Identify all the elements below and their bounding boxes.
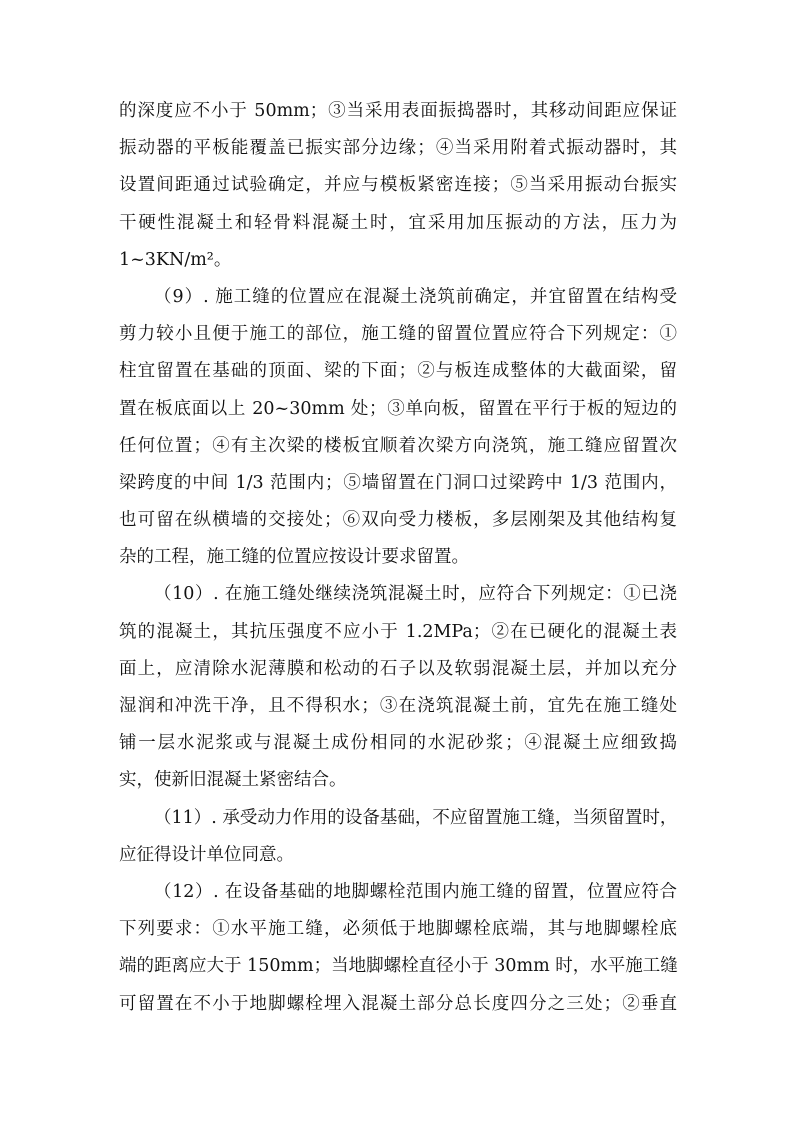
- text-line: 铺一层水泥浆或与混凝土成份相同的水泥砂浆；④混凝土应细致捣: [119, 733, 677, 754]
- text-line: 柱宜留置在基础的顶面、梁的下面；②与板连成整体的大截面梁，留: [119, 361, 677, 382]
- text-line: 可留置在不小于地脚螺栓埋入混凝土部分总长度四分之三处；②垂直: [119, 993, 677, 1014]
- text-line: 实，使新旧混凝土紧密结合。: [119, 770, 347, 791]
- text-line: 1~3KN/m²。: [119, 249, 232, 270]
- text-line: 的深度应不小于 50mm；③当采用表面振捣器时，其移动间距应保证: [119, 101, 677, 121]
- text-line: 任何位置；④有主次梁的楼板宜顺着次梁方向浇筑，施工缝应留置次: [119, 435, 677, 456]
- text-line: 设置间距通过试验确定，并应与模板紧密连接；⑤当采用振动台振实: [119, 175, 677, 196]
- text-line: 湿润和冲洗干净，且不得积水；③在浇筑混凝土前，宜先在施工缝处: [119, 696, 677, 716]
- text-line: 筑的混凝土，其抗压强度不应小于 1.2MPa；②在已硬化的混凝土表: [119, 621, 677, 642]
- text-line: 应征得设计单位同意。: [119, 844, 294, 865]
- paragraph-11-start: （11）. 承受动力作用的设备基础，不应留置施工缝，当须留置时，: [154, 807, 678, 828]
- text-line: 梁跨度的中间 1/3 范围内；⑤墙留置在门洞口过梁跨中 1/3 范围内，: [119, 472, 677, 493]
- text-line: 也可留在纵横墙的交接处；⑥双向受力楼板，多层刚架及其他结构复: [119, 510, 677, 531]
- text-line: 置在板底面以上 20~30mm 处；③单向板，留置在平行于板的短边的: [119, 398, 677, 419]
- paragraph-9-start: （9）. 施工缝的位置应在混凝土浇筑前确定，并宜留置在结构受: [154, 286, 677, 307]
- paragraph-12-start: （12）. 在设备基础的地脚螺栓范围内施工缝的留置，位置应符合: [154, 881, 677, 902]
- paragraph-10-start: （10）. 在施工缝处继续浇筑混凝土时，应符合下列规定：①已浇: [154, 584, 677, 605]
- text-line: 干硬性混凝土和轻骨料混凝土时，宜采用加压振动的方法，压力为: [119, 212, 677, 233]
- text-line: 杂的工程，施工缝的位置应按设计要求留置。: [119, 547, 469, 568]
- text-line: 下列要求：①水平施工缝，必须低于地脚螺栓底端，其与地脚螺栓底: [119, 919, 677, 940]
- text-line: 面上，应清除水泥薄膜和松动的石子以及软弱混凝土层，并加以充分: [119, 658, 677, 679]
- body-text: [119, 93, 677, 1023]
- text-line: 剪力较小且便于施工的部位，施工缝的留置位置应符合下列规定：①: [119, 324, 677, 345]
- text-line: 端的距离应大于 150mm；当地脚螺栓直径小于 30mm 时，水平施工缝: [119, 956, 678, 977]
- text-line: 振动器的平板能覆盖已振实部分边缘；④当采用附着式振动器时，其: [119, 138, 677, 159]
